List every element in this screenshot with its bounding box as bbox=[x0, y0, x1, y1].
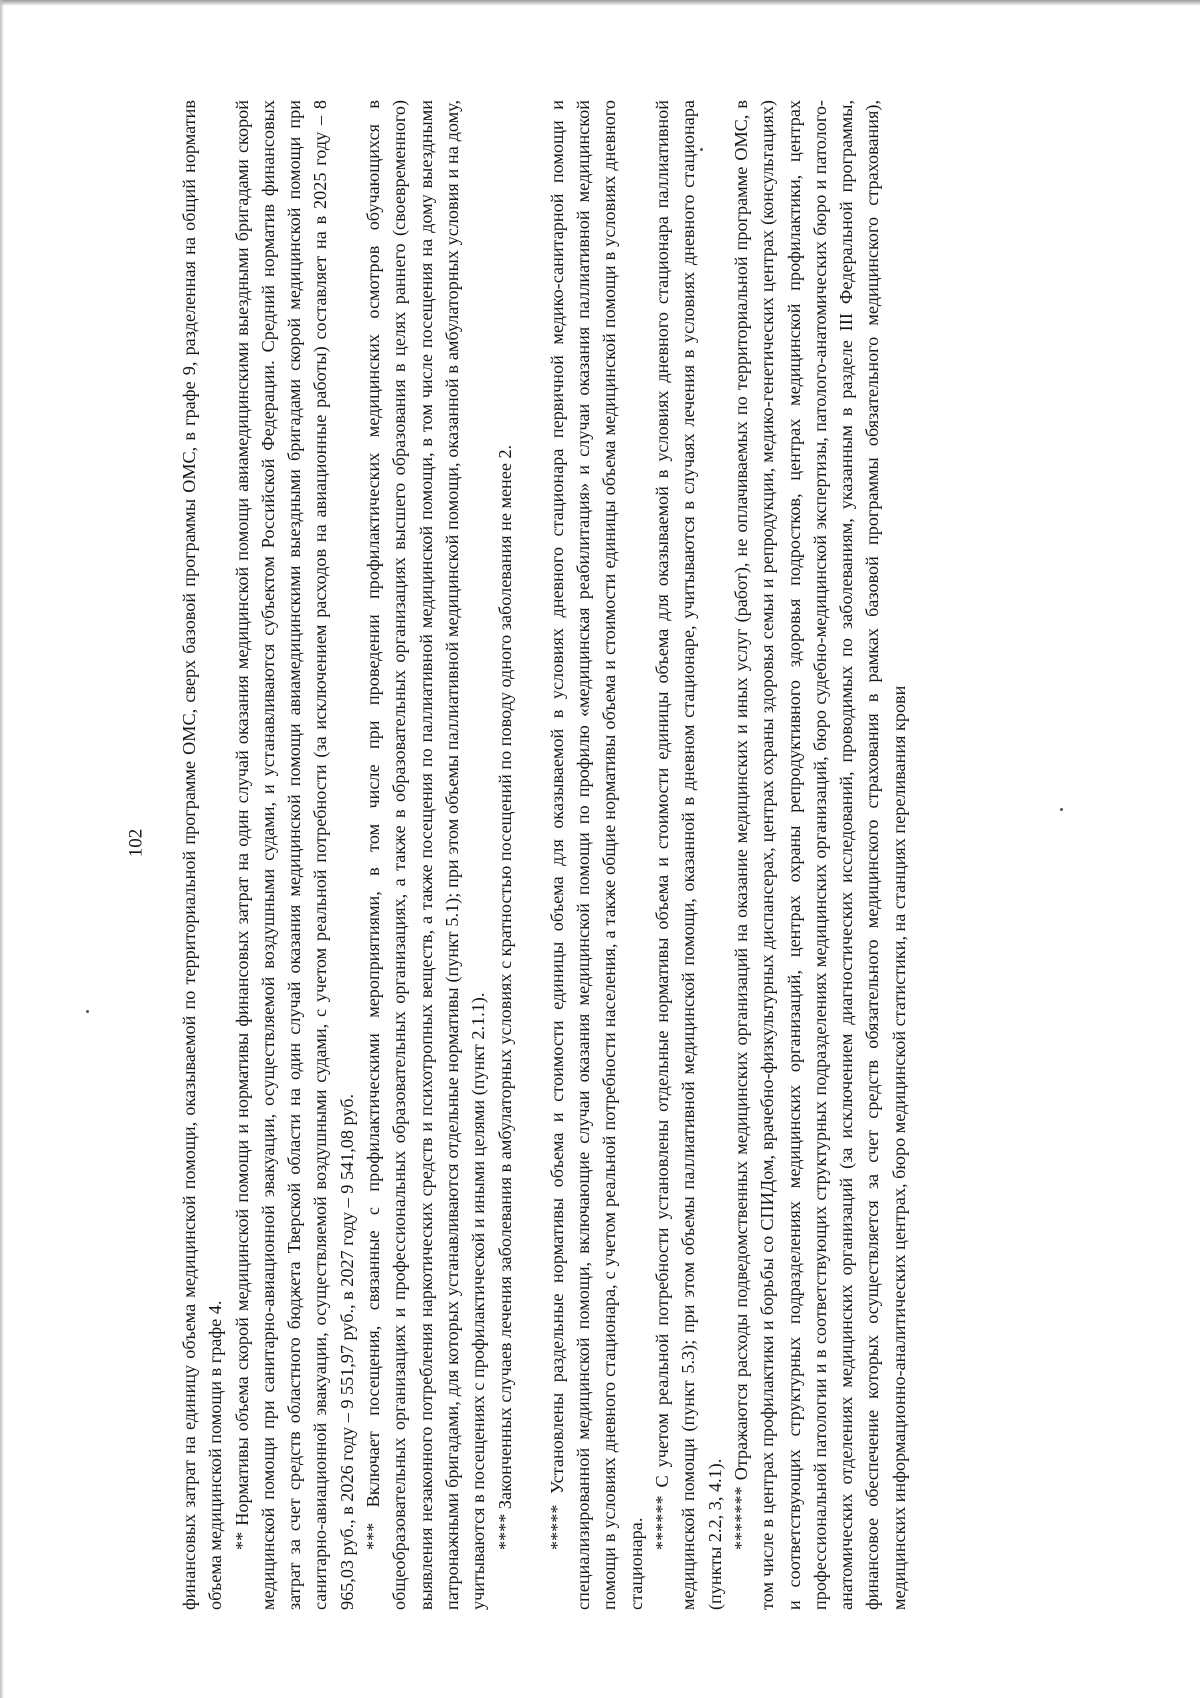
footnote-3: *** Включает посещения, связанные с профилактическими мероприятиями, в том числе при проведении профилактических медицинских осмотров обучающихся в общеобразовательных организациях и профессиональных образовательных организациях, а также в образовательных организациях высшего образования в целях раннего (своевременного) выявления незаконного потребления наркотических средств и психотропных веществ, а также посещения по паллиативной медицинской помощи, в том числе посещения на дому выездными патронажными бригадами, для которых устанавливаются отдельные нормативы (пункт 5.1); при этом объемы паллиативной медицинской помощи, оказанной в амбулаторных условия и на дому, учитываются в посещениях с профилактической и иными целями (пункт 2.1.1). bbox=[363, 100, 489, 1610]
page-number: 102 bbox=[125, 828, 147, 858]
scan-dust-mark bbox=[1060, 808, 1063, 811]
footnote-5: ***** Установлены раздельные нормативы объема и стоимости единицы объема для оказываемой в условиях дневного стационара первичной медико-санитарной помощи и специализированной медицинской помощи, включающие случаи оказания медицинской помощи по профилю «медицинская реабилитация» и случаи оказания паллиативной медицинской помощи в условиях дневного стационара, с учетом реальной потребности населения, а также общие нормативы объема и стоимости единицы объема медицинской помощи в условиях дневного стационара. bbox=[546, 100, 646, 1610]
scan-dust-mark bbox=[86, 1010, 89, 1013]
continuation-paragraph: финансовых затрат на единицу объема медицинской помощи, оказываемой по территориальной программе ОМС, сверх базовой программы ОМС, в графе 9, разделенная на общий норматив объема медицинской помощи в графе 4. bbox=[179, 100, 226, 1610]
rotated-page-content bbox=[176, 100, 912, 1610]
footnote-4: **** Законченных случаев лечения заболевания в амбулаторных условиях с кратностью посещений по поводу одного заболевания не менее 2. bbox=[494, 444, 515, 1550]
footnote-7: ******* Отражаются расходы подведомственных медицинских организаций на оказание медицинских и иных услуг (работ), не оплачиваемых по территориальной программе ОМС, в том числе в центрах профилактики и борьбы со СПИДом, врачебно-физкультурных диспансерах, центрах охраны здоровья семьи и репродукции, медико-генетических центрах (консультациях) и соответствующих структурных подразделениях медицинских организаций, центрах охраны репродуктивного здоровья подростков, центрах медицинской профилактики, центрах профессиональной патологии и в соответствующих структурных подразделениях медицинских организаций, бюро судебно-медицинской экспертизы, патолого-анатомических бюро и патолого-анатомических отделениях медицинских организаций (за исключением диагностических исследований, проводимых по заболеваниям, указанным в разделе III Федеральной программы, финансовое обеспечение которых осуществляется за счет средств обязательного медицинского страхования в рамках базовой программы обязательного медицинского страхования), медицинских информационно-аналитических центрах, бюро медицинской статистики, на станциях переливания крови bbox=[730, 100, 909, 1610]
scan-left-edge bbox=[0, 0, 4, 1698]
footnotes-block bbox=[176, 100, 912, 1610]
scan-top-edge bbox=[0, 0, 1200, 6]
footnote-6: ****** С учетом реальной потребности установлены отдельные нормативы объема и стоимости единицы объема для оказываемой в условиях дневного стационара паллиативной медицинской помощи (пункт 5.3); при этом объемы паллиативной медицинской помощи, оказанной в дневном стационаре, учитываются в случаях лечения в условиях дневного стационара (пункты 2.2, 3, 4.1). bbox=[652, 100, 725, 1610]
footnote-2: ** Нормативы объема скорой медицинской помощи и нормативы финансовых затрат на один случай оказания медицинской помощи авиамедицинскими выездными бригадами скорой медицинской помощи при санитарно-авиационной эвакуации, осуществляемой воздушными судами, и устанавливаются субъектом Российской Федерации. Средний норматив финансовых затрат за счет средств областного бюджета Тверской области на один случай оказания медицинской помощи авиамедицинскими выездными бригадами скорой медицинской помощи при санитарно-авиационной эвакуации, осуществляемой воздушными судами, с учетом реальной потребности (за исключением расходов на авиационные работы) составляет на в 2025 году – 8 965,03 руб., в 2026 году – 9 551,97 руб., в 2027 году – 9 541,08 руб. bbox=[231, 100, 357, 1610]
scan-dust-mark bbox=[700, 148, 703, 151]
